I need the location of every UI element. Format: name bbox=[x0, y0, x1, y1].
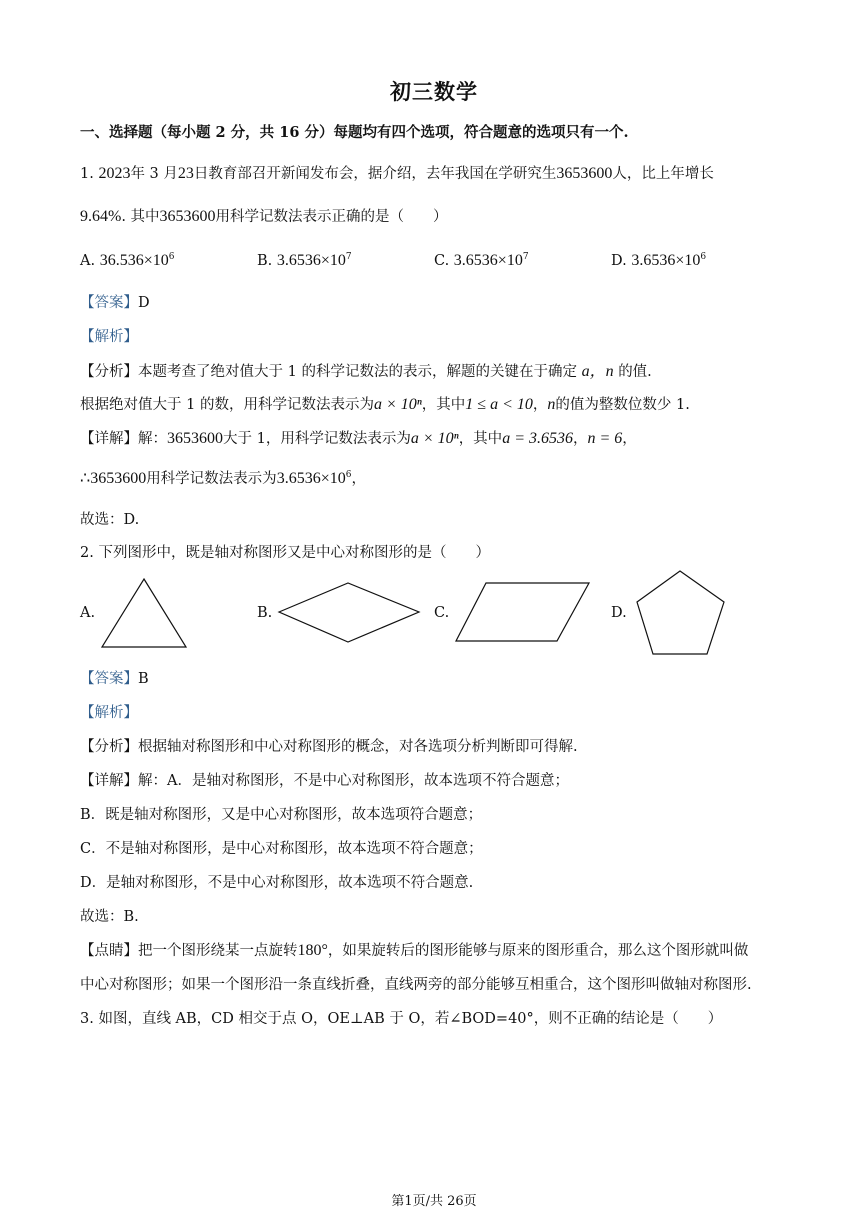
q2-choose: 故选：B. bbox=[80, 909, 139, 925]
q1-stem-line2: 9.64%. 其中3653600用科学记数法表示正确的是（ ） bbox=[80, 208, 448, 225]
q2-line-c: C．不是轴对称图形，是中心对称图形，故本选项不符合题意； bbox=[80, 841, 483, 857]
q2-label-a[interactable]: A. bbox=[80, 605, 96, 621]
q2-label-d[interactable]: D. bbox=[611, 605, 627, 621]
q2-label-b[interactable]: B. bbox=[257, 605, 273, 621]
q3-stem: 3. 如图，直线 AB，CD 相交于点 O，OE⊥AB 于 O，若∠BOD=40°，则不正确的结论是（ ） bbox=[80, 1011, 723, 1027]
q2-label-c[interactable]: C. bbox=[434, 605, 450, 621]
q2-detail: 【详解】解：A．是轴对称图形，不是中心对称图形，故本选项不符合题意； bbox=[80, 773, 569, 789]
q1-analysis-tag: 【解析】 bbox=[80, 329, 138, 345]
q1-therefore: ∴3653600用科学记数法表示为$3.6536\times 10^6$， bbox=[80, 470, 366, 487]
q1-option-d[interactable]: D. $3.6536\times 10^6$ bbox=[611, 252, 707, 269]
parallelogram-figure bbox=[454, 581, 592, 645]
q1-stem-line1: 1. 2023年 3 月23日教育部召开新闻发布会，据介绍，去年我国在学研究生3653600人，比上年增长 bbox=[80, 165, 714, 182]
q1-fenxi: 【分析】本题考查了绝对值大于 1 的科学记数法的表示，解题的关键在于确定 a，n 的值. bbox=[80, 363, 652, 380]
q1-option-a[interactable]: A. $36.536\times 10^6$ bbox=[80, 252, 175, 269]
triangle-figure bbox=[100, 577, 190, 649]
rhombus-figure bbox=[277, 581, 422, 645]
q1-rule: 根据绝对值大于 1 的数，用科学记数法表示为a × 10ⁿ，其中1 ≤ a < 10，n的值为整数位数少 1. bbox=[80, 396, 690, 413]
q1-detail: 【详解】解：3653600大于 1，用科学记数法表示为a × 10ⁿ，其中a = 3.6536，n = 6， bbox=[80, 430, 637, 447]
q1-answer: 【答案】D bbox=[80, 295, 150, 311]
q2-dianjing-line1: 【点睛】把一个图形绕某一点旋转180°，如果旋转后的图形能够与原来的图形重合，那么这个图形就叫做 bbox=[80, 942, 749, 959]
pentagon-figure bbox=[635, 569, 727, 657]
q2-line-b: B．既是轴对称图形，又是中心对称图形，故本选项符合题意； bbox=[80, 807, 483, 823]
q2-fenxi: 【分析】根据轴对称图形和中心对称图形的概念，对各选项分析判断即可得解. bbox=[80, 739, 578, 755]
section-heading: 一、选择题（每小题 2 分，共 16 分）每题均有四个选项，符合题意的选项只有一个. bbox=[80, 124, 629, 141]
page-footer: 第1页/共 26页 bbox=[391, 1194, 477, 1209]
q2-analysis-tag: 【解析】 bbox=[80, 705, 138, 721]
q1-choose: 故选：D. bbox=[80, 512, 140, 528]
q1-option-c[interactable]: C. $3.6536\times 10^7$ bbox=[434, 252, 529, 269]
q2-dianjing-line2: 中心对称图形；如果一个图形沿一条直线折叠，直线两旁的部分能够互相重合，这个图形叫做轴对称图形. bbox=[80, 977, 752, 993]
q1-option-b[interactable]: B. $3.6536\times 10^7$ bbox=[257, 252, 352, 269]
page-title: 初三数学 bbox=[390, 79, 478, 104]
q2-line-d: D．是轴对称图形，不是中心对称图形，故本选项不符合题意. bbox=[80, 875, 474, 891]
q2-answer: 【答案】B bbox=[80, 671, 149, 687]
q2-stem: 2. 下列图形中，既是轴对称图形又是中心对称图形的是（ ） bbox=[80, 545, 490, 561]
